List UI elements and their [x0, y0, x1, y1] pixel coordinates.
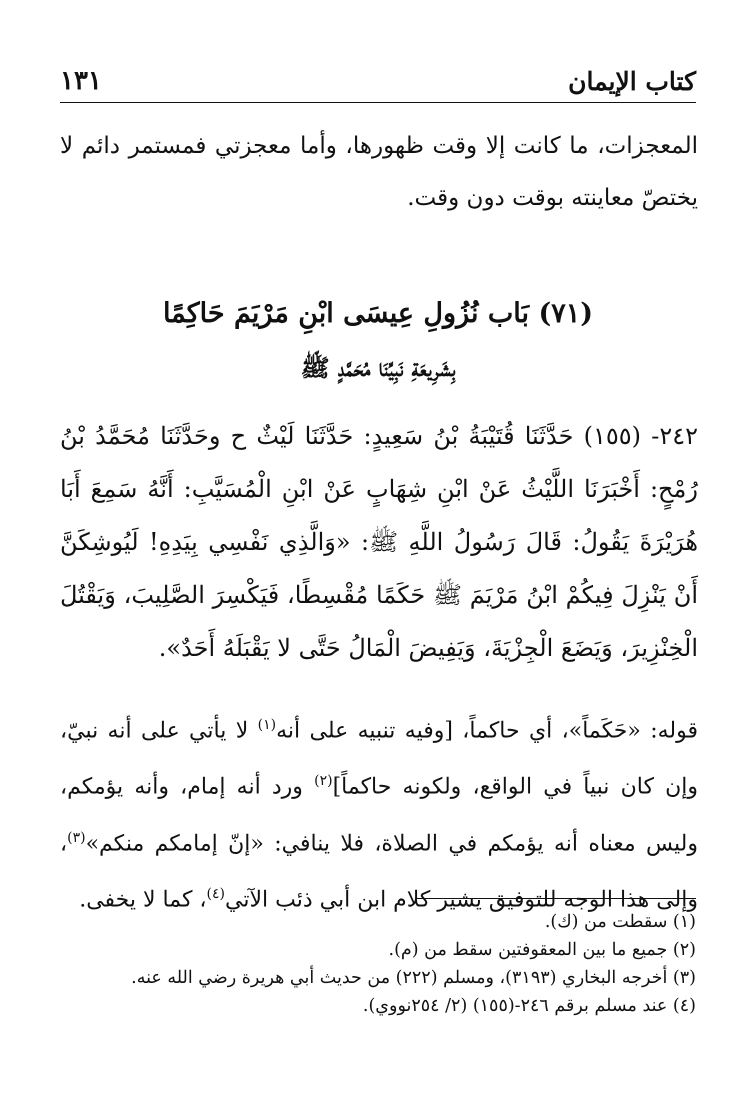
book-title: كتاب الإيمان [568, 67, 696, 96]
footnote: (١) سقطت من (ك). [544, 912, 696, 932]
commentary-text: ، وإلى هذا الوجه للتوفيق يشير كلام ابن أبي ذئب الآتي [60, 830, 698, 913]
intro-paragraph: المعجزات، ما كانت إلا وقت ظهورها، وأما معجزتي فمستمر دائم لا يختصّ معاينته بوقت دون وقت. [60, 133, 698, 211]
commentary-text: لا يأتي على أنه نبيّ، وإن كان نبياً في الواقع، ولكونه حاكماً] [60, 718, 698, 800]
commentary-paragraph [60, 700, 698, 925]
footnote: (٤) عند مسلم برقم ٢٤٦-(١٥٥) (٢/ ٢٥٤نووي). [362, 996, 696, 1016]
footnote-ref: (١) [257, 717, 277, 733]
running-header [60, 56, 696, 103]
footnote: (٢) جميع ما بين المعقوفتين سقط من (م). [388, 940, 696, 960]
commentary-text: قوله: «حَكَماً»، أي حاكماً، [وفيه تنبيه على أنه [276, 718, 698, 744]
footnote-ref: (٢) [314, 773, 333, 790]
page-number: ١٣١ [60, 66, 102, 96]
commentary-text: ورد أنه إمام، وأنه يؤمكم، وليس معناه أنه يؤمكم في الصلاة، فلا ينافي: «إنّ إمامكم منكم» [60, 774, 698, 856]
footnote: (٣) أخرجه البخاري (٣١٩٣)، ومسلم (٢٢٢) من حديث أبي هريرة رضي الله عنه. [131, 968, 696, 988]
hadith-text: ٢٤٢- (١٥٥) حَدَّثَنَا قُتَيْبَةُ بْنُ سَعِيدٍ: حَدَّثَنَا لَيْثٌ ح وحَدَّثَنَا مُحَمَّدُ بْنُ رُمْحٍ: أَخْبَرَنَا اللَّيْثُ عَنْ ابْنِ شِهَابٍ عَنْ ابْنِ الْمُسَيَّبِ: أَنَّهُ سَمِعَ أَبَا هُرَيْرَةَ يَقُولُ: قَالَ رَسُولُ اللَّهِ ﷺ: «وَالَّذِي نَفْسِي بِيَدِهِ! لَيُوشِكَنَّ أَنْ يَنْزِلَ فِيكُمْ ابْنُ مَرْيَمَ ﷺ حَكَمًا مُقْسِطًا، فَيَكْسِرَ الصَّلِيبَ، وَيَقْتُلَ الْخِنْزِيرَ، وَيَضَعَ الْجِزْيَةَ، وَيَفِيضَ الْمَالُ حَتَّى لا يَقْبَلَهُ أَحَدٌ». [60, 422, 698, 662]
chapter-subtitle: بِشَرِيعَةِ نَبِيِّنَا مُحَمَّدٍ ﷺ [300, 353, 456, 382]
commentary-text: ، كما لا يخفى. [79, 887, 207, 913]
footnote-ref: (٤) [206, 885, 225, 902]
footnote-ref: (٣) [67, 829, 86, 846]
chapter-title: (٧١) بَاب نُزُولِ عِيسَى ابْنِ مَرْيَمَ حَاكِمًا [162, 298, 594, 329]
footnote-divider [416, 898, 696, 899]
footnotes [60, 908, 696, 1020]
